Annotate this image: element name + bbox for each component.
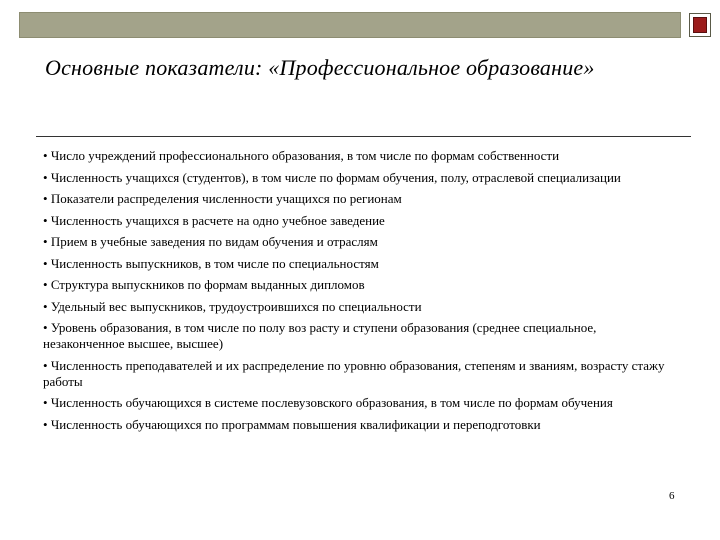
list-item-text: Структура выпускников по формам выданных дипломов xyxy=(50,277,365,292)
bullet-marker: • xyxy=(43,212,48,228)
list-item-text: Численность обучающихся по программам повышения квалификации и переподготовки xyxy=(50,416,541,432)
list-item-text: Численность учащихся (студентов), в том числе по формам обучения, полу, отраслевой специализации xyxy=(50,169,621,185)
page-number: 6 xyxy=(669,490,675,502)
list-item-text: Численность учащихся в расчете на одно учебное заведение xyxy=(50,212,385,228)
list-item-text: Численность преподавателей и их распределение по уровню образования, степеням и званиям, возрасту стажу работы xyxy=(43,357,665,389)
title-divider xyxy=(36,136,691,137)
list-item xyxy=(43,213,668,229)
bullet-marker: • xyxy=(43,148,48,163)
bullet-marker: • xyxy=(43,255,48,271)
slide-title: Основные показатели: «Профессиональное образование» xyxy=(45,55,595,80)
bullet-marker: • xyxy=(43,357,48,373)
bullet-marker: • xyxy=(43,191,48,206)
list-item-text: Численность обучающихся в системе послевузовского образования, в том числе по формам обучения xyxy=(50,395,613,410)
list-item xyxy=(43,417,668,433)
list-item xyxy=(43,148,668,164)
list-item-text: Уровень образования, в том числе по полу воз расту и ступени образования (среднее специальное, незаконченное высшее, высшее) xyxy=(43,320,597,351)
bullet-marker: • xyxy=(43,234,48,249)
bullet-marker: • xyxy=(43,395,48,410)
list-item xyxy=(43,358,668,390)
list-item xyxy=(43,299,668,315)
list-item xyxy=(43,256,668,272)
list-item xyxy=(43,320,668,352)
decorative-corner-square xyxy=(689,13,711,37)
red-square-icon xyxy=(693,17,707,33)
list-item xyxy=(43,277,668,293)
bullet-marker: • xyxy=(43,169,48,185)
bullet-list xyxy=(43,148,668,438)
list-item xyxy=(43,191,668,207)
bullet-marker: • xyxy=(43,416,48,432)
decorative-top-bar xyxy=(19,12,681,38)
bullet-marker: • xyxy=(43,320,48,335)
list-item-text: Удельный вес выпускников, трудоустроившихся по специальности xyxy=(50,298,422,314)
bullet-marker: • xyxy=(43,298,48,314)
list-item-text: Показатели распределения численности учащихся по регионам xyxy=(50,191,402,206)
list-item xyxy=(43,170,668,186)
list-item xyxy=(43,234,668,250)
list-item-text: Прием в учебные заведения по видам обучения и отраслям xyxy=(50,234,378,249)
list-item-text: Численность выпускников, в том числе по специальностям xyxy=(50,255,379,271)
bullet-marker: • xyxy=(43,277,48,292)
list-item-text: Число учреждений профессионального образования, в том числе по формам собственности xyxy=(50,148,560,163)
list-item xyxy=(43,395,668,411)
